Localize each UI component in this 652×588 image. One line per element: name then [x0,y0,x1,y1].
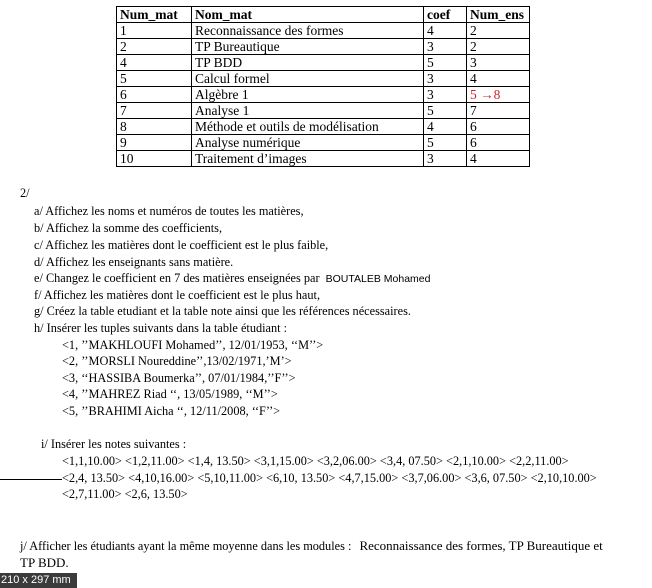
cell-num-ens: 6 [467,135,530,151]
cell-num-mat: 8 [117,119,192,135]
tuple-line: <3, ‘‘HASSIBA Boumerka’’, 07/01/1984,’’F’’> [62,371,296,385]
cell-coef: 5 [424,135,467,151]
header-nom-mat: Nom_mat [192,7,424,23]
cell-coef: 3 [424,39,467,55]
table-row [117,119,530,135]
cell-num-mat: 5 [117,71,192,87]
cell-nom-mat: Analyse numérique [192,135,424,151]
cell-num-mat: 1 [117,23,192,39]
cell-nom-mat: Méthode et outils de modélisation [192,119,424,135]
cell-num-mat: 7 [117,103,192,119]
question-j-text: j/ Afficher les étudiants ayant la même moyenne dans les modules : [20,539,352,553]
table-row [117,39,530,55]
cell-coef: 3 [424,151,467,167]
cell-num-ens-changed: 5 →8 [467,87,530,103]
question-g: g/ Créez la table etudiant et la table note ainsi que les références nécessaires. [34,304,411,318]
cell-num-ens: 4 [467,151,530,167]
question-e-text: e/ Changez le coefficient en 7 des matières enseignées par [34,271,320,285]
header-num-ens: Num_ens [467,7,530,23]
cell-nom-mat: Algèbre 1 [192,87,424,103]
question-e-teacher: BOUTALEB Mohamed [325,273,431,285]
cell-coef: 5 [424,103,467,119]
section-number: 2/ [20,186,30,200]
header-num-mat: Num_mat [117,7,192,23]
cell-num-mat: 4 [117,55,192,71]
table-row [117,103,530,119]
cell-num-mat: 10 [117,151,192,167]
cell-nom-mat: Traitement d’images [192,151,424,167]
question-a: a/ Affichez les noms et numéros de toutes les matières, [34,204,304,218]
question-h: h/ Insérer les tuples suivants dans la table étudiant : [34,321,288,335]
tuple-line: <2, ’’MORSLI Noureddine’’,13/02/1971,’M’> [62,354,292,368]
cell-coef: 4 [424,119,467,135]
question-j-continuation: TP BDD. [20,555,69,570]
cell-num-ens: 4 [467,71,530,87]
table-row [117,151,530,167]
cell-nom-mat: TP Bureautique [192,39,424,55]
page-size-indicator: 210 x 297 mm [0,573,77,588]
cell-num-ens: 3 [467,55,530,71]
question-b: b/ Affichez la somme des coefficients, [34,221,223,235]
cell-nom-mat: Reconnaissance des formes [192,23,424,39]
notes-line: <1,1,10.00> <1,2,11.00> <1,4, 13.50> <3,1,15.00> <3,2,06.00> <3,4, 07.50> <2,1,10.00> <2,2,11.00> [62,454,569,468]
question-f: f/ Affichez les matières dont le coefficient est le plus haut, [34,288,321,302]
question-j [20,539,603,553]
tuple-line: <1, ’’MAKHLOUFI Mohamed’’, 12/01/1953, ‘‘M’’> [62,338,324,352]
table-row [117,135,530,151]
cell-coef: 3 [424,71,467,87]
matiere-table [116,6,530,167]
table-row [117,87,530,103]
cell-coef: 3 [424,87,467,103]
cell-num-ens: 7 [467,103,530,119]
horizontal-rule [0,479,62,480]
table-header-row [117,7,530,23]
cell-nom-mat: TP BDD [192,55,424,71]
cell-num-mat: 2 [117,39,192,55]
header-coef: coef [424,7,467,23]
table-row [117,23,530,39]
cell-num-ens: 6 [467,119,530,135]
cell-num-ens: 2 [467,23,530,39]
question-c: c/ Affichez les matières dont le coefficient est le plus faible, [34,238,329,252]
question-d: d/ Affichez les enseignants sans matière. [34,255,234,269]
question-e [34,271,431,286]
tuple-line: <5, ’’BRAHIMI Aicha ‘‘, 12/11/2008, ‘‘F’’> [62,404,281,418]
cell-coef: 4 [424,23,467,39]
table-row [117,55,530,71]
cell-num-mat: 6 [117,87,192,103]
tuple-line: <4, ’’MAHREZ Riad ‘‘, 13/05/1989, ‘‘M’’> [62,387,278,401]
cell-nom-mat: Calcul formel [192,71,424,87]
cell-num-mat: 9 [117,135,192,151]
cell-coef: 5 [424,55,467,71]
notes-line: <2,4, 13.50> <4,10,16.00> <5,10,11.00> <6,10, 13.50> <4,7,15.00> <3,7,06.00> <3,6, 07.50> <2,10,10.00> [62,471,597,485]
table-row [117,71,530,87]
question-i: i/ Insérer les notes suivantes : [41,437,187,451]
question-j-modules: Reconnaissance des formes, TP Bureautique et [359,538,603,553]
cell-nom-mat: Analyse 1 [192,103,424,119]
notes-line: <2,7,11.00> <2,6, 13.50> [62,487,188,501]
cell-num-ens: 2 [467,39,530,55]
